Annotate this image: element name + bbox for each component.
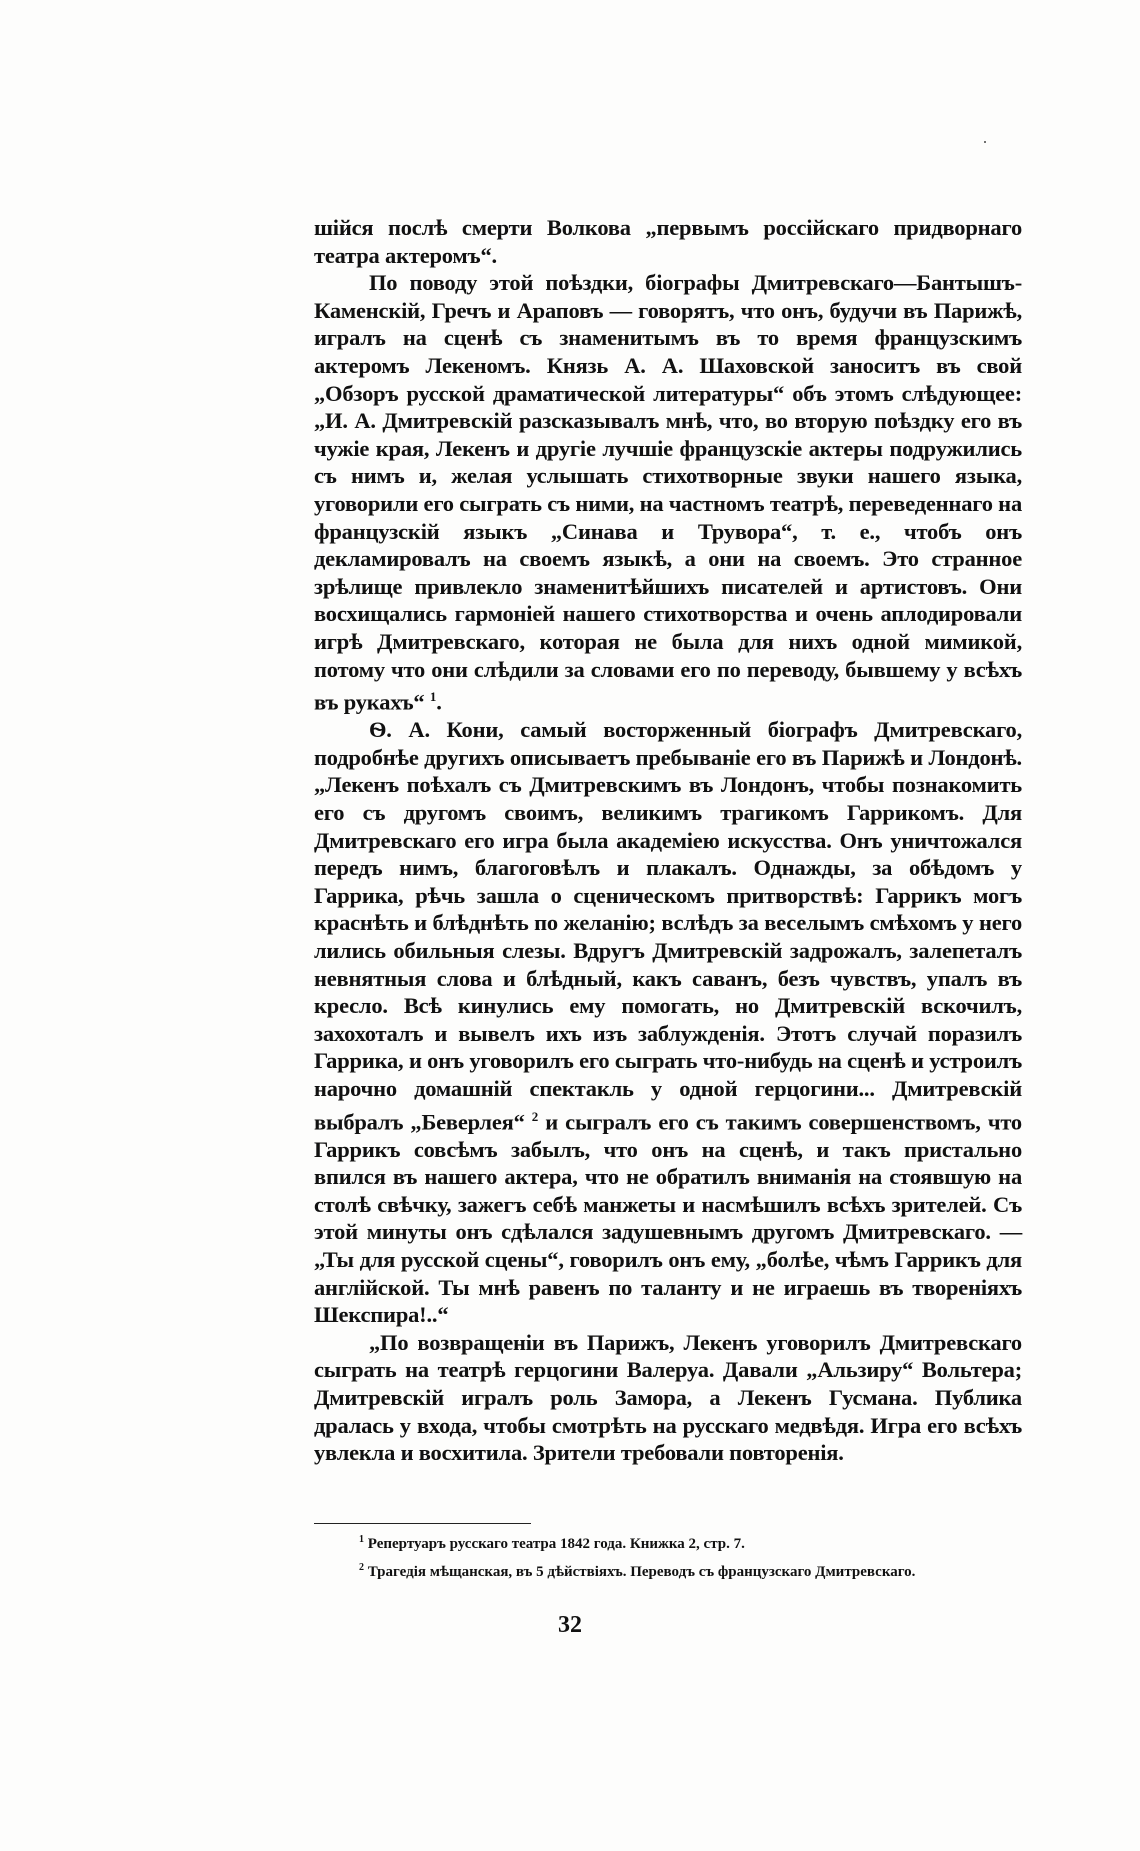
paragraph-3-cont: и сыгралъ его съ такимъ совершенствомъ, что Гаррикъ совсѣмъ забылъ, что онъ на сценѣ, и такъ пристально впился въ нашего актера, что не обратилъ вниманія на стоявшую на столѣ свѣчку, зажегъ себѣ манжеты и насмѣшилъ всѣхъ зрителей. Съ этой минуты онъ сдѣлался задушевнымъ другомъ Дмитревскаго. — „Ты для русской сцены“, говорилъ онъ ему, „болѣе, чѣмъ Гаррикъ для англійской. Ты мнѣ равенъ по таланту и не играешь въ твореніяхъ Шекспира!..“ — [314, 1109, 1022, 1328]
paragraph-4: „По возвращеніи въ Парижъ, Лекенъ уговорилъ Дмитревскаго сыграть на театрѣ герцогини Валеруа. Давали „Альзиру“ Вольтера; Дмитревскій игралъ роль Замора, а Лекенъ Гусмана. Публика дралась у входа, чтобы смотрѣть на русскаго медвѣдя. Игра его всѣхъ увлекла и восхитила. Зрители требовали повторенія. — [314, 1329, 1022, 1466]
footnote-ref-2: 2 — [531, 1108, 539, 1124]
footnote-2 — [314, 1556, 1022, 1584]
footnote-1 — [314, 1528, 1022, 1556]
paragraph-2: По поводу этой поѣздки, біографы Дмитревскаго—Бантышъ-Каменскій, Гречъ и Араповъ — говорятъ, что онъ, будучи въ Парижѣ, игралъ на сценѣ съ знаменитымъ въ то время французскимъ актеромъ Лекеномъ. Князь А. А. Шаховской заноситъ въ свой „Обзоръ русской драматической литературы“ объ этомъ слѣдующее: „И. А. Дмитревскій разсказывалъ мнѣ, что, во вторую поѣздку его въ чужіе края, Лекенъ и другіе лучшіе французскіе актеры подружились съ нимъ и, желая услышать стихотворные звуки нашего языка, уговорили его сыграть съ ними, на частномъ театрѣ, переведеннаго на французскій языкъ „Синава и Трувора“, т. е., чтобъ онъ декламировалъ на своемъ языкѣ, а они на своемъ. Это странное зрѣлище привлекло знаменитѣйшихъ писателей и артистовъ. Они восхищались гармоніей нашего стихотворства и очень аплодировали игрѣ Дмитревскаго, которая не была для нихъ одной мимикой, потому что они слѣдили за словами его по переводу, бывшему у всѣхъ въ рукахъ“ $^1$. — [314, 270, 1022, 715]
scan-speck — [984, 141, 986, 143]
footnote-mark: 2 — [359, 1562, 364, 1573]
paragraph-3 — [314, 716, 1022, 1329]
body-text — [314, 214, 1022, 1467]
footnote-divider — [314, 1523, 531, 1524]
footnote-text: Репертуаръ русскаго театра 1842 года. Книжка 2, стр. 7. — [367, 1536, 745, 1552]
paragraph-1: шійся послѣ смерти Волкова „первымъ россійскаго придворнаго театра актеромъ“. — [314, 215, 1022, 268]
footnote-text: Трагедія мѣщанская, въ 5 дѣйствіяхъ. Переводъ съ французскаго Дмитревскаго. — [367, 1564, 916, 1580]
paragraph-3-text: Ѳ. А. Кони, самый восторженный біографъ Дмитревскаго, подробнѣе другихъ описываетъ пребываніе его въ Парижѣ и Лондонѣ. „Лекенъ поѣхалъ съ Дмитревскимъ въ Лондонъ, чтобы познакомить его съ другомъ своимъ, великимъ трагикомъ Гаррикомъ. Для Дмитревскаго его игра была академіею искусства. Онъ уничтожался передъ нимъ, благоговѣлъ и плакалъ. Однажды, за обѣдомъ у Гаррика, рѣчь зашла о сценическомъ притворствѣ: Гаррикъ могъ краснѣть и блѣднѣть по желанію; вслѣдъ за веселымъ смѣхомъ у него лились обильныя слезы. Вдругъ Дмитревскій задрожалъ, залепеталъ невнятныя слова и блѣдный, какъ саванъ, безъ чувствъ, упалъ въ кресло. Всѣ кинулись ему помогать, но Дмитревскій вскочилъ, захохоталъ и вывелъ ихъ изъ заблужденія. Этотъ случай поразилъ Гаррика, и онъ уговорилъ его сыграть что-нибудь на сценѣ и устроилъ нарочно домашній спектакль у одной герцогини... Дмитревскій выбралъ „Беверлея“ — [314, 717, 1022, 1134]
page-number: 32 — [558, 1612, 582, 1638]
footnotes — [314, 1528, 1022, 1584]
footnote-mark: 1 — [359, 1534, 364, 1545]
footnote-ref-1: 1 — [429, 689, 437, 705]
paragraph-2-text: По поводу этой поѣздки, біографы Дмитревскаго—Бантышъ-Каменскій, Гречъ и Араповъ — говорятъ, что онъ, будучи въ Парижѣ, игралъ на сценѣ съ знаменитымъ въ то время французскимъ актеромъ Лекеномъ. Князь А. А. Шаховской заноситъ въ свой „Обзоръ русской драматической литературы“ объ этомъ слѣдующее: „И. А. Дмитревскій разсказывалъ мнѣ, что, во вторую поѣздку его въ чужіе края, Лекенъ и другіе лучшіе французскіе актеры подружились съ нимъ и, желая услышать стихотворные звуки нашего языка, уговорили его сыграть съ ними, на частномъ театрѣ, переведеннаго на французскій языкъ „Синава и Трувора“, т. е., чтобъ онъ декламировалъ на своемъ языкѣ, а они на своемъ. Это странное зрѣлище привлекло знаменитѣйшихъ писателей и артистовъ. Они восхищались гармоніей нашего стихотворства и очень аплодировали игрѣ Дмитревскаго, которая не была для нихъ одной мимикой, потому что они слѣдили за словами его по переводу, бывшему у всѣхъ въ рукахъ“ — [314, 270, 1022, 715]
